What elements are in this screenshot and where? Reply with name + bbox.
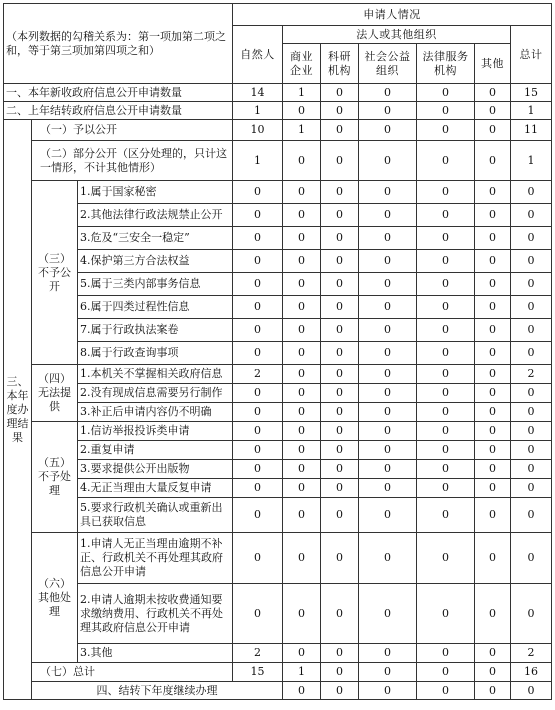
header-applicant-situation: 申请人情况: [233, 4, 552, 26]
cell-value: 0: [359, 384, 417, 403]
row-not-processed-2: [4, 441, 552, 460]
header-other: 其他: [475, 44, 511, 84]
cell-value: 2: [233, 644, 283, 663]
cell-value: 0: [283, 227, 321, 250]
cell-value: 0: [359, 319, 417, 342]
cell-value: 0: [511, 250, 552, 273]
header-natural-person: 自然人: [233, 26, 283, 84]
cell-value: 0: [475, 441, 511, 460]
header-row-1: [4, 4, 552, 26]
row-not-processed-4: [4, 479, 552, 498]
cell-value: 0: [233, 584, 283, 644]
cell-value: 1: [233, 141, 283, 181]
cell-value: 0: [283, 479, 321, 498]
row-partially-disclosed: [4, 141, 552, 181]
cell-value: 0: [475, 479, 511, 498]
cell-value: 0: [359, 204, 417, 227]
row-label: 3.要求提供公开出版物: [78, 460, 233, 479]
cell-value: 0: [417, 422, 475, 441]
cell-value: 0: [359, 102, 417, 120]
row-label: 5.属于三类内部事务信息: [78, 273, 233, 296]
report-table-wrapper: [3, 3, 552, 700]
cell-value: 0: [475, 141, 511, 181]
cell-value: 0: [511, 384, 552, 403]
row-section-total: [4, 663, 552, 682]
cell-value: 1: [233, 102, 283, 120]
cell-value: 0: [321, 319, 359, 342]
cell-value: 0: [321, 273, 359, 296]
cell-value: 0: [475, 273, 511, 296]
cell-value: 0: [233, 441, 283, 460]
cell-value: 0: [511, 460, 552, 479]
header-commercial: 商业企业: [283, 44, 321, 84]
cell-value: 0: [417, 181, 475, 204]
cell-value: 0: [511, 227, 552, 250]
cell-value: 0: [283, 682, 321, 700]
group-label-other-processing: （六）其他处理: [32, 533, 78, 663]
row-label: （七）总计: [32, 663, 233, 682]
cell-value: 0: [359, 584, 417, 644]
cell-value: 0: [511, 319, 552, 342]
row-other-processing-1: [4, 533, 552, 584]
header-note: （本列数据的勾稽关系为：第一项加第二项之和，等于第三项加第四项之和）: [4, 4, 233, 84]
cell-value: 0: [283, 250, 321, 273]
cell-value: 0: [233, 250, 283, 273]
cell-value: 0: [511, 498, 552, 533]
row-not-disclosed-1: [4, 181, 552, 204]
cell-value: 0: [417, 84, 475, 102]
cell-value: 0: [475, 204, 511, 227]
cell-value: 0: [283, 584, 321, 644]
cell-value: 0: [511, 682, 552, 700]
cell-value: 0: [359, 479, 417, 498]
header-legal-or-other-org: 法人或其他组织: [283, 26, 511, 44]
row-label: 2.其他法律行政法规禁止公开: [78, 204, 233, 227]
cell-value: 0: [283, 141, 321, 181]
cell-value: 0: [283, 533, 321, 584]
cell-value: 0: [359, 441, 417, 460]
cell-value: 0: [359, 533, 417, 584]
cell-value: 0: [321, 533, 359, 584]
cell-value: 0: [359, 181, 417, 204]
row-label: 二、上年结转政府信息公开申请数量: [4, 102, 233, 120]
cell-value: 0: [359, 296, 417, 319]
group-label-unable-to-provide: （四）无法提供: [32, 365, 78, 422]
row-unable-3: [4, 403, 552, 422]
cell-value: 0: [511, 296, 552, 319]
cell-value: 0: [233, 319, 283, 342]
cell-value: 0: [359, 422, 417, 441]
cell-value: 0: [233, 273, 283, 296]
row-label: 1.申请人无正当理由逾期不补正、行政机关不再处理其政府信息公开申请: [78, 533, 233, 584]
row-carried-requests: [4, 102, 552, 120]
cell-value: 0: [233, 204, 283, 227]
cell-value: 0: [475, 84, 511, 102]
cell-value: 0: [417, 120, 475, 141]
cell-value: 0: [417, 460, 475, 479]
cell-value: 0: [283, 319, 321, 342]
row-label: 3.危及“三安全一稳定”: [78, 227, 233, 250]
cell-value: 0: [283, 403, 321, 422]
cell-value: 0: [359, 84, 417, 102]
cell-value: 0: [475, 422, 511, 441]
cell-value: 0: [417, 296, 475, 319]
cell-value: 0: [233, 342, 283, 365]
row-not-processed-5: [4, 498, 552, 533]
cell-value: 0: [359, 663, 417, 682]
cell-value: 0: [283, 204, 321, 227]
cell-value: 0: [417, 403, 475, 422]
cell-value: 0: [321, 384, 359, 403]
cell-value: 0: [359, 141, 417, 181]
cell-value: 0: [359, 227, 417, 250]
cell-value: 0: [283, 498, 321, 533]
cell-value: 0: [417, 342, 475, 365]
cell-value: 0: [511, 584, 552, 644]
cell-value: 0: [233, 296, 283, 319]
cell-value: 0: [321, 181, 359, 204]
cell-value: 0: [233, 227, 283, 250]
cell-value: 1: [511, 102, 552, 120]
cell-value: 0: [233, 533, 283, 584]
cell-value: 0: [511, 533, 552, 584]
cell-value: 0: [233, 422, 283, 441]
cell-value: 0: [359, 342, 417, 365]
cell-value: 0: [359, 682, 417, 700]
cell-value: 10: [233, 120, 283, 141]
row-label: 3.其他: [78, 644, 233, 663]
cell-value: 0: [475, 120, 511, 141]
row-label: 4.无正当理由大量反复申请: [78, 479, 233, 498]
cell-value: 0: [359, 644, 417, 663]
cell-value: 0: [475, 533, 511, 584]
cell-value: 0: [321, 403, 359, 422]
row-label: 5.要求行政机关确认或重新出具已获取信息: [78, 498, 233, 533]
row-not-processed-3: [4, 460, 552, 479]
cell-value: 0: [417, 533, 475, 584]
cell-value: 1: [511, 141, 552, 181]
row-label: 2.没有现成信息需要另行制作: [78, 384, 233, 403]
cell-value: 0: [359, 120, 417, 141]
cell-value: 0: [233, 384, 283, 403]
header-social-welfare: 社会公益组织: [359, 44, 417, 84]
cell-value: 0: [283, 384, 321, 403]
cell-value: 16: [511, 663, 552, 682]
row-label: 1.信访举报投诉类申请: [78, 422, 233, 441]
cell-value: 14: [233, 84, 283, 102]
row-not-disclosed-8: [4, 342, 552, 365]
cell-value: 0: [359, 460, 417, 479]
cell-value: 0: [283, 296, 321, 319]
cell-value: 0: [321, 102, 359, 120]
row-label: 四、结转下年度继续办理: [32, 682, 283, 700]
cell-value: 0: [475, 250, 511, 273]
header-legal-service: 法律服务机构: [417, 44, 475, 84]
cell-value: 2: [511, 644, 552, 663]
cell-value: 15: [233, 663, 283, 682]
cell-value: 0: [321, 460, 359, 479]
cell-value: 0: [283, 273, 321, 296]
cell-value: 0: [475, 498, 511, 533]
row-label: 一、本年新收政府信息公开申请数量: [4, 84, 233, 102]
cell-value: 0: [475, 227, 511, 250]
cell-value: 0: [321, 250, 359, 273]
cell-value: 0: [283, 102, 321, 120]
cell-value: 0: [475, 296, 511, 319]
cell-value: 0: [321, 498, 359, 533]
cell-value: 0: [417, 479, 475, 498]
cell-value: 0: [321, 204, 359, 227]
group-label-not-disclosed: （三）不予公开: [32, 181, 78, 365]
cell-value: 2: [511, 365, 552, 384]
cell-value: 0: [233, 479, 283, 498]
cell-value: 0: [321, 365, 359, 384]
row-other-processing-3: [4, 644, 552, 663]
row-disclosed: [4, 120, 552, 141]
cell-value: 0: [475, 682, 511, 700]
cell-value: 0: [283, 181, 321, 204]
cell-value: 0: [417, 250, 475, 273]
row-label: 2.重复申请: [78, 441, 233, 460]
cell-value: 0: [321, 663, 359, 682]
cell-value: 1: [283, 120, 321, 141]
row-new-requests: [4, 84, 552, 102]
cell-value: 0: [283, 422, 321, 441]
cell-value: 0: [233, 460, 283, 479]
cell-value: 0: [417, 365, 475, 384]
cell-value: 0: [321, 227, 359, 250]
row-label: 1.属于国家秘密: [78, 181, 233, 204]
cell-value: 0: [417, 441, 475, 460]
row-label: 7.属于行政执法案卷: [78, 319, 233, 342]
row-not-processed-1: [4, 422, 552, 441]
cell-value: 0: [359, 498, 417, 533]
cell-value: 0: [417, 644, 475, 663]
cell-value: 0: [283, 441, 321, 460]
cell-value: 0: [283, 342, 321, 365]
row-not-disclosed-4: [4, 250, 552, 273]
header-total: 总计: [511, 26, 552, 84]
cell-value: 0: [321, 441, 359, 460]
cell-value: 0: [417, 682, 475, 700]
cell-value: 0: [417, 102, 475, 120]
cell-value: 0: [511, 342, 552, 365]
cell-value: 0: [475, 460, 511, 479]
cell-value: 0: [283, 644, 321, 663]
information-disclosure-table: [3, 3, 552, 700]
row-not-disclosed-3: [4, 227, 552, 250]
row-not-disclosed-7: [4, 319, 552, 342]
cell-value: 0: [321, 644, 359, 663]
cell-value: 0: [511, 422, 552, 441]
cell-value: 1: [283, 84, 321, 102]
cell-value: 11: [511, 120, 552, 141]
cell-value: 0: [475, 644, 511, 663]
row-label: 1.本机关不掌握相关政府信息: [78, 365, 233, 384]
cell-value: 15: [511, 84, 552, 102]
cell-value: 0: [321, 84, 359, 102]
cell-value: 0: [283, 365, 321, 384]
cell-value: 0: [233, 181, 283, 204]
cell-value: 0: [417, 498, 475, 533]
row-label: （一）予以公开: [32, 120, 233, 141]
cell-value: 0: [233, 403, 283, 422]
cell-value: 0: [321, 584, 359, 644]
cell-value: 0: [417, 204, 475, 227]
cell-value: 0: [511, 441, 552, 460]
cell-value: 0: [417, 273, 475, 296]
cell-value: 0: [321, 342, 359, 365]
row-not-disclosed-5: [4, 273, 552, 296]
cell-value: 0: [475, 319, 511, 342]
cell-value: 0: [417, 141, 475, 181]
cell-value: 0: [511, 181, 552, 204]
section3-label: 三、本年度办理结果: [4, 120, 32, 700]
row-label: 8.属于行政查询事项: [78, 342, 233, 365]
cell-value: 0: [359, 273, 417, 296]
cell-value: 0: [417, 227, 475, 250]
row-label: 4.保护第三方合法权益: [78, 250, 233, 273]
row-other-processing-2: [4, 584, 552, 644]
cell-value: 0: [233, 498, 283, 533]
row-not-disclosed-6: [4, 296, 552, 319]
row-label: （二）部分公开（区分处理的，只计这一情形，不计其他情形）: [32, 141, 233, 181]
cell-value: 0: [511, 204, 552, 227]
cell-value: 0: [511, 273, 552, 296]
cell-value: 0: [321, 479, 359, 498]
cell-value: 0: [475, 403, 511, 422]
cell-value: 0: [475, 342, 511, 365]
cell-value: 0: [475, 584, 511, 644]
cell-value: 0: [417, 384, 475, 403]
group-label-not-processed: （五）不予处理: [32, 422, 78, 533]
cell-value: 0: [475, 181, 511, 204]
cell-value: 0: [475, 384, 511, 403]
row-unable-2: [4, 384, 552, 403]
row-not-disclosed-2: [4, 204, 552, 227]
cell-value: 0: [359, 365, 417, 384]
cell-value: 0: [475, 663, 511, 682]
cell-value: 0: [417, 584, 475, 644]
cell-value: 0: [321, 141, 359, 181]
cell-value: 0: [321, 422, 359, 441]
cell-value: 2: [233, 365, 283, 384]
row-label: 6.属于四类过程性信息: [78, 296, 233, 319]
cell-value: 0: [475, 365, 511, 384]
cell-value: 0: [359, 250, 417, 273]
cell-value: 0: [511, 403, 552, 422]
cell-value: 0: [475, 102, 511, 120]
cell-value: 0: [417, 663, 475, 682]
header-research: 科研机构: [321, 44, 359, 84]
cell-value: 0: [417, 319, 475, 342]
cell-value: 0: [283, 460, 321, 479]
row-label: 3.补正后申请内容仍不明确: [78, 403, 233, 422]
cell-value: 0: [359, 403, 417, 422]
cell-value: 0: [321, 120, 359, 141]
row-carry-forward: [4, 682, 552, 700]
cell-value: 0: [321, 296, 359, 319]
row-unable-1: [4, 365, 552, 384]
cell-value: 0: [321, 682, 359, 700]
row-label: 2.申请人逾期未按收费通知要求缴纳费用、行政机关不再处理其政府信息公开申请: [78, 584, 233, 644]
cell-value: 0: [511, 479, 552, 498]
cell-value: 1: [283, 663, 321, 682]
